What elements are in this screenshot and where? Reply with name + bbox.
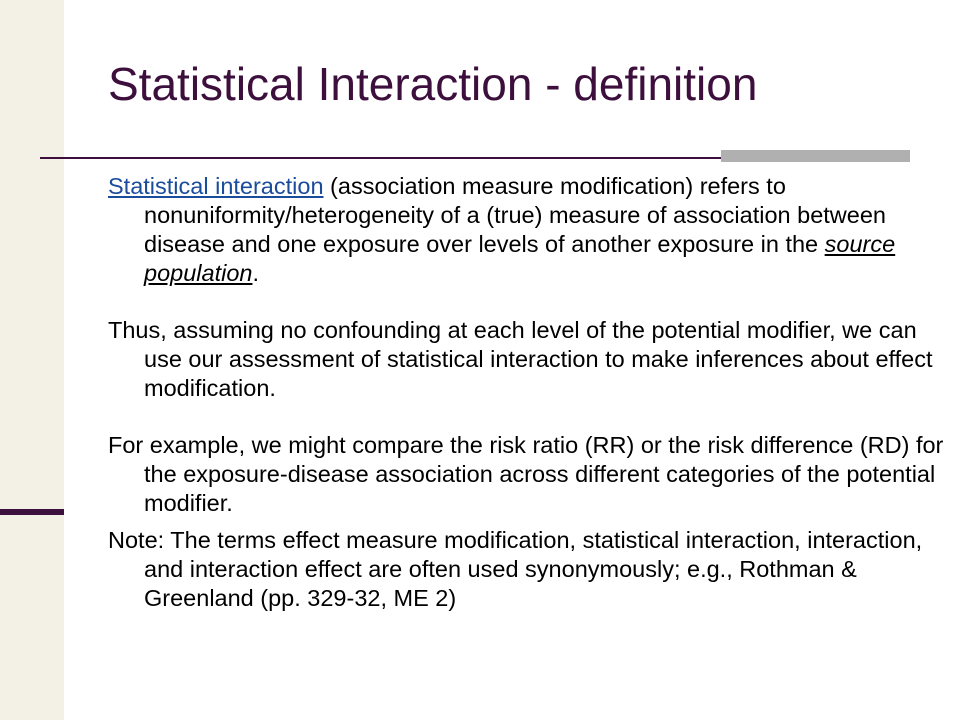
definition-period: . xyxy=(252,260,259,286)
spacer xyxy=(108,288,953,316)
left-accent-bar xyxy=(0,509,64,515)
slide-title: Statistical Interaction - definition xyxy=(108,58,758,110)
spacer xyxy=(108,518,953,526)
left-decorative-band xyxy=(0,0,64,720)
example-paragraph: For example, we might compare the risk ratio (RR) or the risk difference (RD) for the exposure-disease association across different categories of the potential modifier. xyxy=(108,432,944,516)
definition-text: (association measure modification) refers to nonuniformity/heterogeneity of a (true) measure of association between disease and one exposure over levels of another exposure in the xyxy=(144,173,886,257)
source-population-emphasis: source population xyxy=(144,231,896,286)
note-paragraph: Note: The terms effect measure modification, statistical interaction, interaction, and interaction effect are often used synonymously; e.g., Rothman & Greenland (pp. 329-32, ME 2) xyxy=(108,527,923,611)
spacer xyxy=(108,403,953,431)
slide-body xyxy=(108,172,953,613)
title-divider-accent xyxy=(721,150,910,162)
assumption-paragraph: Thus, assuming no confounding at each level of the potential modifier, we can use our assessment of statistical interaction to make inferences about effect modification. xyxy=(108,317,933,401)
statistical-interaction-link[interactable]: Statistical interaction xyxy=(108,173,324,199)
definition-paragraph xyxy=(108,172,953,288)
